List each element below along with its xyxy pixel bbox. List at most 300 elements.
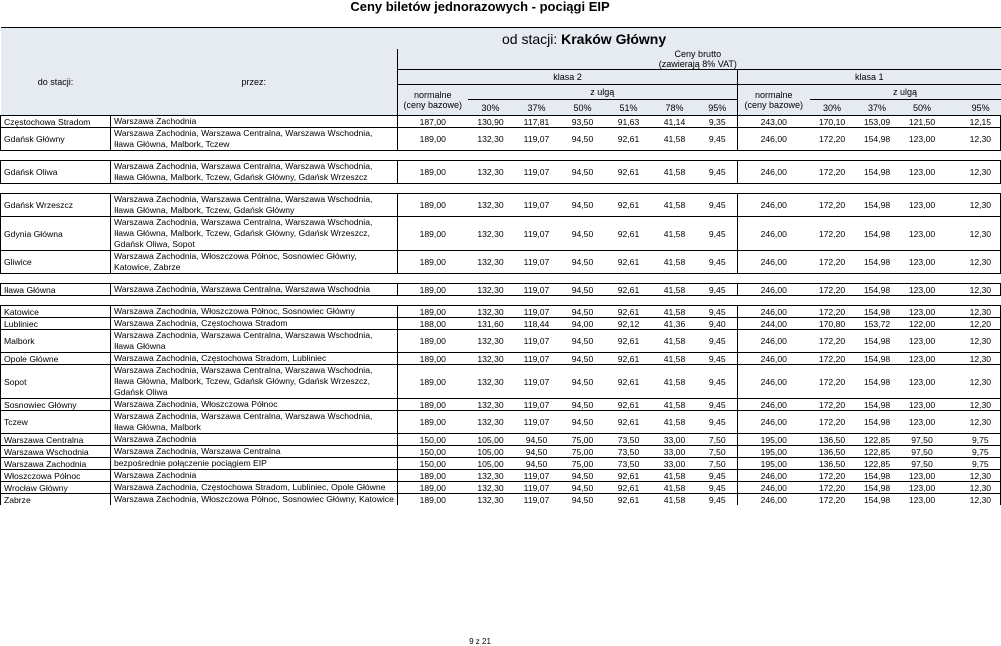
price-cell: 12,30	[961, 411, 1001, 434]
price-cell: 170,80	[810, 318, 855, 330]
price-cell: 246,00	[738, 128, 810, 151]
table-header	[1, 28, 1001, 116]
price-cell: 132,30	[468, 411, 514, 434]
price-cell: 189,00	[398, 251, 468, 274]
via-cell: Warszawa Zachodnia, Warszawa Centralna, Warszawa Wschodnia, Iława Główna, Malbork, Tczew, Gdańsk Główny, Gdańsk Wrzeszcz, Gdańsk Oliwa, Sopot	[111, 217, 398, 251]
price-cell: 170,10	[810, 116, 855, 128]
spacer-cell	[945, 330, 961, 353]
price-cell: 154,98	[855, 470, 900, 482]
price-cell: 94,50	[560, 284, 606, 296]
price-cell: 172,20	[810, 306, 855, 318]
price-cell: 94,50	[560, 353, 606, 365]
normal-label-line1: normalne	[413, 90, 452, 100]
destination-cell: Iława Główna	[1, 284, 111, 296]
price-cell: 150,00	[398, 458, 468, 470]
price-cell: 119,07	[514, 399, 560, 411]
header-row-from	[1, 28, 1001, 50]
price-cell: 122,00	[900, 318, 945, 330]
discount-percent: 37%	[514, 100, 560, 116]
price-cell: 9,45	[698, 470, 738, 482]
via-cell: Warszawa Zachodnia	[111, 470, 398, 482]
price-cell: 94,50	[514, 458, 560, 470]
table-row	[1, 217, 1001, 251]
via-cell: Warszawa Zachodnia, Warszawa Centralna, Warszawa Wschodnia, Iława Główna	[111, 330, 398, 353]
price-cell: 189,00	[398, 217, 468, 251]
spacer-cell	[945, 161, 961, 184]
price-cell: 94,50	[560, 411, 606, 434]
price-cell: 189,00	[398, 365, 468, 399]
price-cell: 154,98	[855, 482, 900, 494]
price-cell: 123,00	[900, 194, 945, 217]
price-cell: 246,00	[738, 330, 810, 353]
price-cell: 92,61	[606, 161, 652, 184]
price-cell: 91,63	[606, 116, 652, 128]
price-cell: 94,50	[560, 470, 606, 482]
price-cell: 92,61	[606, 217, 652, 251]
price-note-line2: (zawierają 8% VAT)	[658, 59, 737, 69]
price-cell: 123,00	[900, 161, 945, 184]
price-cell: 9,45	[698, 353, 738, 365]
price-cell: 94,00	[560, 318, 606, 330]
table-row	[1, 399, 1001, 411]
price-cell: 189,00	[398, 470, 468, 482]
price-cell: 41,58	[652, 194, 698, 217]
discount-percent: 50%	[900, 100, 945, 116]
destination-cell: Gdynia Główna	[1, 217, 111, 251]
table-row	[1, 318, 1001, 330]
price-cell: 97,50	[900, 446, 945, 458]
price-cell: 12,30	[961, 284, 1001, 296]
table-row	[1, 128, 1001, 151]
price-cell: 41,58	[652, 482, 698, 494]
via-cell: bezpośrednie połączenie pociągiem EIP	[111, 458, 398, 470]
price-cell: 12,15	[961, 116, 1001, 128]
table-row	[1, 494, 1001, 506]
price-cell: 12,30	[961, 251, 1001, 274]
price-cell: 119,07	[514, 194, 560, 217]
price-cell: 119,07	[514, 365, 560, 399]
price-cell: 73,50	[606, 434, 652, 446]
destination-cell: Gdańsk Oliwa	[1, 161, 111, 184]
price-cell: 187,00	[398, 116, 468, 128]
price-cell: 150,00	[398, 446, 468, 458]
price-note-line1: Ceny brutto	[674, 49, 722, 59]
price-cell: 119,07	[514, 128, 560, 151]
price-cell: 119,07	[514, 482, 560, 494]
table-row	[1, 434, 1001, 446]
normal-label-line2: (ceny bazowe)	[403, 100, 463, 110]
price-cell: 189,00	[398, 353, 468, 365]
price-cell: 154,98	[855, 494, 900, 506]
price-cell: 195,00	[738, 458, 810, 470]
price-cell: 122,85	[855, 446, 900, 458]
price-cell: 122,85	[855, 434, 900, 446]
price-cell: 132,30	[468, 306, 514, 318]
price-cell: 154,98	[855, 251, 900, 274]
price-cell: 12,30	[961, 353, 1001, 365]
price-cell: 12,30	[961, 399, 1001, 411]
price-cell: 123,00	[900, 330, 945, 353]
price-cell: 132,30	[468, 284, 514, 296]
destination-cell: Częstochowa Stradom	[1, 116, 111, 128]
from-prefix: od stacji:	[501, 30, 562, 47]
price-cell: 9,45	[698, 399, 738, 411]
price-cell: 189,00	[398, 482, 468, 494]
price-cell: 105,00	[468, 434, 514, 446]
spacer-cell	[945, 399, 961, 411]
price-cell: 119,07	[514, 411, 560, 434]
row-spacer-cell	[1, 151, 1001, 161]
price-cell: 130,90	[468, 116, 514, 128]
price-cell: 97,50	[900, 434, 945, 446]
price-cell: 150,00	[398, 434, 468, 446]
document-title: Ceny biletów jednorazowych - pociągi EIP	[350, 0, 610, 14]
price-cell: 92,61	[606, 482, 652, 494]
price-cell: 189,00	[398, 494, 468, 506]
spacer-cell	[945, 306, 961, 318]
price-cell: 12,30	[961, 365, 1001, 399]
price-cell: 119,07	[514, 217, 560, 251]
price-cell: 172,20	[810, 194, 855, 217]
destination-cell: Tczew	[1, 411, 111, 434]
price-cell: 246,00	[738, 399, 810, 411]
price-cell: 105,00	[468, 458, 514, 470]
price-cell: 119,07	[514, 251, 560, 274]
spacer-cell	[945, 482, 961, 494]
price-cell: 92,61	[606, 470, 652, 482]
price-cell: 244,00	[738, 318, 810, 330]
price-cell: 172,20	[810, 411, 855, 434]
price-cell: 41,58	[652, 353, 698, 365]
price-cell: 246,00	[738, 194, 810, 217]
normal-label-line2: (ceny bazowe)	[744, 100, 804, 110]
price-cell: 136,50	[810, 446, 855, 458]
price-cell: 172,20	[810, 399, 855, 411]
row-spacer-cell	[1, 274, 1001, 284]
price-cell: 195,00	[738, 434, 810, 446]
destination-cell: Malbork	[1, 330, 111, 353]
price-cell: 123,00	[900, 399, 945, 411]
price-cell: 9,75	[961, 446, 1001, 458]
price-cell: 154,98	[855, 306, 900, 318]
discount-percent: 95%	[961, 100, 1001, 116]
price-cell: 246,00	[738, 494, 810, 506]
price-cell: 123,00	[900, 251, 945, 274]
row-spacer-cell	[1, 184, 1001, 194]
price-cell: 94,50	[560, 330, 606, 353]
price-cell: 172,20	[810, 161, 855, 184]
price-cell: 9,45	[698, 411, 738, 434]
price-cell: 94,50	[560, 194, 606, 217]
price-cell: 41,58	[652, 284, 698, 296]
table-row	[1, 306, 1001, 318]
price-cell: 189,00	[398, 330, 468, 353]
destination-cell: Sopot	[1, 365, 111, 399]
price-cell: 12,30	[961, 330, 1001, 353]
price-cell: 9,40	[698, 318, 738, 330]
via-cell: Warszawa Zachodnia, Warszawa Centralna, Warszawa Wschodnia, Iława Główna, Malbork, Tczew, Gdańsk Główny	[111, 194, 398, 217]
price-cell: 246,00	[738, 411, 810, 434]
table-row	[1, 251, 1001, 274]
price-cell: 92,61	[606, 128, 652, 151]
destination-cell: Wrocław Główny	[1, 482, 111, 494]
price-cell: 246,00	[738, 353, 810, 365]
spacer-cell	[945, 411, 961, 434]
spacer-cell	[945, 365, 961, 399]
price-cell: 172,20	[810, 128, 855, 151]
price-cell: 246,00	[738, 284, 810, 296]
destination-cell: Zabrze	[1, 494, 111, 506]
spacer-cell	[945, 446, 961, 458]
price-cell: 33,00	[652, 458, 698, 470]
price-cell: 119,07	[514, 284, 560, 296]
price-cell: 75,00	[560, 434, 606, 446]
price-cell: 92,61	[606, 306, 652, 318]
price-cell: 94,50	[560, 161, 606, 184]
normal-label-line1: normalne	[754, 90, 793, 100]
price-cell: 123,00	[900, 482, 945, 494]
price-cell: 9,45	[698, 306, 738, 318]
price-cell: 153,09	[855, 116, 900, 128]
spacer-cell	[945, 217, 961, 251]
via-cell: Warszawa Zachodnia, Warszawa Centralna	[111, 446, 398, 458]
price-cell: 92,61	[606, 353, 652, 365]
via-cell: Warszawa Zachodnia, Włoszczowa Północ	[111, 399, 398, 411]
price-cell: 172,20	[810, 494, 855, 506]
spacer-cell	[945, 194, 961, 217]
price-cell: 154,98	[855, 365, 900, 399]
table-row	[1, 458, 1001, 470]
price-cell: 136,50	[810, 434, 855, 446]
price-cell: 172,20	[810, 251, 855, 274]
table-row	[1, 353, 1001, 365]
price-cell: 132,30	[468, 194, 514, 217]
discount-percent: 50%	[560, 100, 606, 116]
destination-cell: Katowice	[1, 306, 111, 318]
class2-discount-header: z ulgą	[468, 85, 738, 100]
price-cell: 132,30	[468, 482, 514, 494]
destination-cell: Gdańsk Wrzeszcz	[1, 194, 111, 217]
price-cell: 33,00	[652, 434, 698, 446]
table-row	[1, 470, 1001, 482]
price-cell: 92,61	[606, 251, 652, 274]
destination-cell: Opole Główne	[1, 353, 111, 365]
spacer-cell	[945, 434, 961, 446]
price-cell: 154,98	[855, 194, 900, 217]
row-spacer	[1, 184, 1001, 194]
via-cell: Warszawa Zachodnia, Częstochowa Stradom	[111, 318, 398, 330]
table-row	[1, 365, 1001, 399]
price-cell: 119,07	[514, 306, 560, 318]
from-station: Kraków Główny	[561, 30, 667, 47]
spacer-cell	[945, 353, 961, 365]
via-cell: Warszawa Zachodnia, Warszawa Centralna, Warszawa Wschodnia, Iława Główna, Malbork	[111, 411, 398, 434]
price-cell: 9,45	[698, 365, 738, 399]
destination-cell: Sosnowiec Główny	[1, 399, 111, 411]
price-cell: 119,07	[514, 470, 560, 482]
price-cell: 92,61	[606, 399, 652, 411]
price-cell: 9,45	[698, 330, 738, 353]
price-cell: 92,61	[606, 365, 652, 399]
price-cell: 172,20	[810, 470, 855, 482]
price-cell: 12,30	[961, 482, 1001, 494]
price-cell: 119,07	[514, 330, 560, 353]
price-cell: 132,30	[468, 399, 514, 411]
spacer-cell	[945, 494, 961, 506]
price-cell: 123,00	[900, 494, 945, 506]
via-cell: Warszawa Zachodnia	[111, 434, 398, 446]
spacer-cell	[945, 116, 961, 128]
via-cell: Warszawa Zachodnia, Warszawa Centralna, Warszawa Wschodnia, Iława Główna, Malbork, Tczew	[111, 128, 398, 151]
via-cell: Warszawa Zachodnia, Warszawa Centralna, Warszawa Wschodnia, Iława Główna, Malbork, Tczew, Gdańsk Główny, Gdańsk Wrzeszcz	[111, 161, 398, 184]
table-row	[1, 161, 1001, 184]
price-cell: 41,58	[652, 330, 698, 353]
price-cell: 92,12	[606, 318, 652, 330]
price-cell: 246,00	[738, 470, 810, 482]
price-cell: 154,98	[855, 284, 900, 296]
via-cell: Warszawa Zachodnia, Warszawa Centralna, Warszawa Wschodnia	[111, 284, 398, 296]
price-cell: 12,30	[961, 161, 1001, 184]
price-cell: 94,50	[514, 446, 560, 458]
price-cell: 75,00	[560, 458, 606, 470]
table-row	[1, 411, 1001, 434]
price-cell: 132,30	[468, 353, 514, 365]
price-cell: 41,58	[652, 217, 698, 251]
price-cell: 9,45	[698, 482, 738, 494]
price-cell: 97,50	[900, 458, 945, 470]
price-cell: 9,45	[698, 128, 738, 151]
price-cell: 117,81	[514, 116, 560, 128]
price-cell: 73,50	[606, 458, 652, 470]
price-cell: 9,45	[698, 494, 738, 506]
price-cell: 9,45	[698, 217, 738, 251]
price-cell: 73,50	[606, 446, 652, 458]
price-cell: 154,98	[855, 128, 900, 151]
via-cell: Warszawa Zachodnia, Częstochowa Stradom, Lubliniec	[111, 353, 398, 365]
price-cell: 12,30	[961, 128, 1001, 151]
price-cell: 189,00	[398, 161, 468, 184]
destination-cell: Włoszczowa Północ	[1, 470, 111, 482]
price-cell: 136,50	[810, 458, 855, 470]
discount-percent: 51%	[606, 100, 652, 116]
discount-percent: 95%	[698, 100, 738, 116]
table-row	[1, 482, 1001, 494]
via-header: przez:	[111, 49, 398, 116]
price-cell: 94,50	[560, 399, 606, 411]
page-number: 9 z 21	[469, 637, 491, 646]
price-cell: 172,20	[810, 353, 855, 365]
price-cell: 132,30	[468, 330, 514, 353]
price-cell: 246,00	[738, 217, 810, 251]
destination-cell: Lubliniec	[1, 318, 111, 330]
price-cell: 132,30	[468, 251, 514, 274]
price-cell: 123,00	[900, 411, 945, 434]
price-cell: 41,58	[652, 399, 698, 411]
price-cell: 172,20	[810, 284, 855, 296]
table-row	[1, 284, 1001, 296]
price-cell: 12,30	[961, 470, 1001, 482]
price-cell: 41,58	[652, 251, 698, 274]
price-cell: 94,50	[514, 434, 560, 446]
price-cell: 12,20	[961, 318, 1001, 330]
price-cell: 92,61	[606, 494, 652, 506]
price-cell: 172,20	[810, 330, 855, 353]
discount-percent: 78%	[652, 100, 698, 116]
price-cell: 154,98	[855, 411, 900, 434]
price-cell: 123,00	[900, 217, 945, 251]
spacer-cell	[945, 128, 961, 151]
price-cell: 41,58	[652, 128, 698, 151]
price-cell: 119,07	[514, 161, 560, 184]
price-cell: 119,07	[514, 494, 560, 506]
price-cell: 189,00	[398, 306, 468, 318]
price-cell: 94,50	[560, 494, 606, 506]
price-cell: 105,00	[468, 446, 514, 458]
price-cell: 94,50	[560, 365, 606, 399]
price-cell: 12,30	[961, 494, 1001, 506]
table-row	[1, 446, 1001, 458]
spacer-cell	[945, 470, 961, 482]
price-cell: 132,30	[468, 494, 514, 506]
price-cell: 123,00	[900, 365, 945, 399]
row-spacer	[1, 151, 1001, 161]
price-cell: 12,30	[961, 194, 1001, 217]
via-cell: Warszawa Zachodnia, Włoszczowa Północ, Sosnowiec Główny, Katowice	[111, 494, 398, 506]
price-cell: 131,60	[468, 318, 514, 330]
table-row	[1, 116, 1001, 128]
price-cell: 154,98	[855, 330, 900, 353]
price-cell: 12,30	[961, 306, 1001, 318]
class1-normal-header	[738, 85, 810, 116]
price-cell: 189,00	[398, 128, 468, 151]
price-cell: 123,00	[900, 128, 945, 151]
price-note	[398, 49, 1001, 70]
via-cell: Warszawa Zachodnia, Włoszczowa Północ, Sosnowiec Główny, Katowice, Zabrze	[111, 251, 398, 274]
from-station-label	[1, 28, 1001, 50]
spacer-cell	[945, 458, 961, 470]
price-cell: 41,14	[652, 116, 698, 128]
discount-percent	[945, 100, 961, 116]
price-cell: 246,00	[738, 306, 810, 318]
price-cell: 94,50	[560, 128, 606, 151]
price-cell: 123,00	[900, 353, 945, 365]
price-cell: 123,00	[900, 306, 945, 318]
row-spacer-cell	[1, 296, 1001, 306]
price-cell: 154,98	[855, 217, 900, 251]
discount-percent: 37%	[855, 100, 900, 116]
destination-cell: Warszawa Zachodnia	[1, 458, 111, 470]
price-cell: 246,00	[738, 482, 810, 494]
price-cell: 94,50	[560, 482, 606, 494]
spacer-cell	[945, 284, 961, 296]
price-cell: 189,00	[398, 411, 468, 434]
class1-discount-header: z ulgą	[810, 85, 1001, 100]
price-cell: 9,45	[698, 161, 738, 184]
row-spacer	[1, 274, 1001, 284]
header-row-price-note	[1, 49, 1001, 70]
price-cell: 41,58	[652, 470, 698, 482]
price-cell: 119,07	[514, 353, 560, 365]
price-cell: 132,30	[468, 217, 514, 251]
price-cell: 123,00	[900, 470, 945, 482]
price-cell: 41,58	[652, 161, 698, 184]
price-cell: 246,00	[738, 365, 810, 399]
price-cell: 189,00	[398, 194, 468, 217]
price-cell: 154,98	[855, 161, 900, 184]
price-cell: 33,00	[652, 446, 698, 458]
price-cell: 41,36	[652, 318, 698, 330]
price-cell: 9,35	[698, 116, 738, 128]
